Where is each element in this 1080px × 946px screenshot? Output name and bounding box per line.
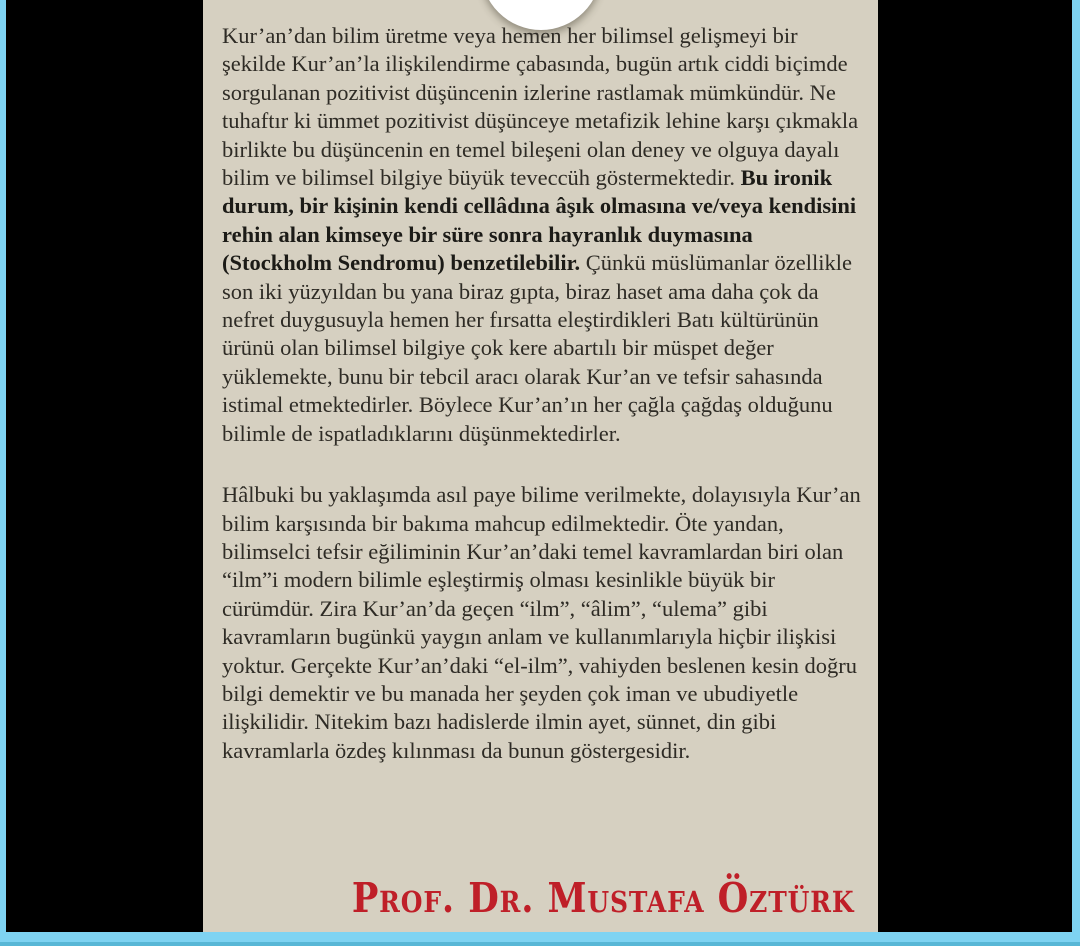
frame-left-border: [0, 0, 6, 946]
paragraph-1-normal-end: Çünkü müslümanlar özellikle son iki yüzyıldan bu yana biraz gıpta, biraz haset ama daha çok da nefret duygusuyla hemen her fırsatta eleştirdikleri Batı kültürünün ürünü olan bilimsel bilgiye çok kere abartılı bir müspet değer yüklemekte, bunu bir tebcil aracı olarak Kur’an ve tefsir sahasında istimal etmektedirler. Böylece Kur’an’ın her çağla çağdaş olduğunu bilimle de ispatladıklarını düşünmektedirler.: [222, 250, 852, 446]
frame-right-border: [1072, 0, 1080, 946]
author-signature: Prof. Dr. Mustafa Öztürk: [351, 874, 854, 922]
quote-card: [203, 0, 878, 932]
paragraph-1-bold-emphasis: Bu ironik durum, bir kişinin kendi cellâdına âşık olmasına ve/veya kendisini rehin alan kimseye bir süre sonra hayranlık duymasına (Stockholm Sendromu) benzetilebilir.: [222, 165, 857, 276]
paragraph-1: [222, 22, 863, 448]
frame-bottom-border: [0, 932, 1080, 946]
paragraph-1-normal-start: Kur’an’dan bilim üretme veya hemen her bilimsel gelişmeyi bir şekilde Kur’an’la ilişkilendirme çabasında, bugün artık ciddi biçimde sorgulanan pozitivist düşüncenin izlerine rastlamak mümkündür. Ne tuhaftır ki ümmet pozitivist düşünceye metafizik lehine karşı çıkmakla birlikte bu düşüncenin en temel bileşeni olan deney ve olguya dayalı bilim ve bilimsel bilgiye büyük teveccüh göstermektedir.: [222, 23, 859, 191]
quote-text-block: [222, 22, 863, 765]
paragraph-2-text: Hâlbuki bu yaklaşımda asıl paye bilime verilmekte, dolayısıyla Kur’an bilim karşısında bir bakıma mahcup edilmektedir. Öte yandan, bilimselci tefsir eğiliminin Kur’an’daki temel kavramlardan biri olan “ilm”i modern bilimle eşleştirmiş olması kesinlikle büyük bir cürümdür. Zira Kur’an’da geçen “ilm”, “âlim”, “ulema” gibi kavramların bugünkü yaygın anlam ve kullanımlarıyla hiçbir ilişkisi yoktur. Gerçekte Kur’an’daki “el-ilm”, vahiyden beslenen kesin doğru bilgi demektir ve bu manada her şeyden çok iman ve ubudiyetle ilişkilidir. Nitekim bazı hadislerde ilmin ayet, sünnet, din gibi kavramlarla özdeş kılınması da bunun göstergesidir.: [222, 482, 861, 763]
paragraph-2: [222, 481, 863, 765]
